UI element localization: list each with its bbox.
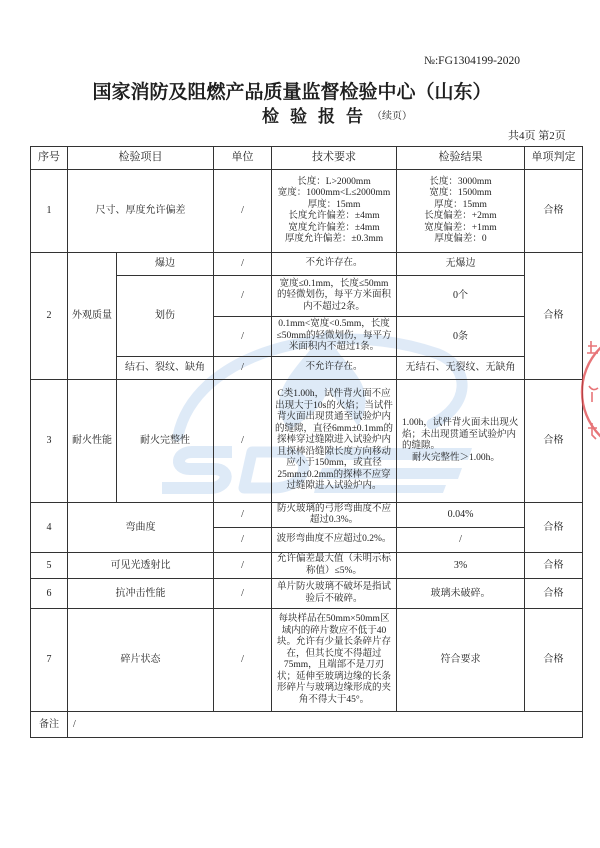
row-7-verdict: 合格	[525, 609, 583, 712]
row-1-unit: /	[214, 170, 272, 253]
row-2-check-2-result: 0个	[397, 276, 525, 317]
row-2-subitem-stone-crack: 结石、裂纹、缺角	[117, 357, 214, 380]
row-3-result	[397, 380, 525, 503]
row-4-verdict: 合格	[525, 503, 583, 553]
row-6-verdict: 合格	[525, 579, 583, 609]
row-4-check-2-unit: /	[214, 528, 272, 553]
result-line: 宽度：1500mm	[429, 188, 492, 198]
row-1-result	[397, 170, 525, 253]
row-4-no: 4	[30, 503, 68, 553]
requirement-line: 宽度：1000mm<L≤2000mm	[277, 188, 391, 198]
row-4-check-1-unit: /	[214, 503, 272, 528]
row-1-verdict: 合格	[525, 170, 583, 253]
col-header-no: 序号	[30, 146, 68, 170]
row-2-check-1-unit: /	[214, 253, 272, 276]
result-line: 厚度偏差：0	[434, 234, 487, 244]
requirement-line: 厚度允许偏差：±0.3mm	[284, 234, 384, 244]
row-2-check-3-unit: /	[214, 317, 272, 357]
row-1-no: 1	[30, 170, 68, 253]
row-7-result: 符合要求	[397, 609, 525, 712]
result-paragraph: 耐火完整性＞1.00h。	[412, 452, 500, 463]
row-2-subitem-scratch: 划伤	[117, 276, 214, 357]
document-title-suffix: （续页）	[372, 111, 412, 122]
report-number: №:FG1304199-2020	[424, 55, 520, 67]
row-6-item: 抗冲击性能	[68, 579, 214, 609]
page-indicator: 共4页 第2页	[508, 130, 566, 142]
row-3-requirement: C类1.00h，试件背火面不应出现大于10s的火焰；当试件背火面出现贯通至试验炉内的缝隙，直径6mm±0.1mm的探棒穿过缝隙进入试验炉内且探棒沿缝隙长度方向移动应小于150mm，或直径25mm±0.2mm的探棒不应穿过缝隙进入试验炉内。	[272, 380, 397, 503]
row-5-no: 5	[30, 553, 68, 579]
document-title: 检验报告	[262, 107, 374, 126]
requirement-line: 长度允许偏差：±4mm	[288, 211, 380, 221]
requirement-line: 宽度允许偏差：±4mm	[288, 222, 380, 233]
row-2-check-2-unit: /	[214, 276, 272, 317]
row-2-verdict: 合格	[525, 253, 583, 380]
result-line: 长度：3000mm	[429, 176, 492, 187]
row-5-unit: /	[214, 553, 272, 579]
row-4-item: 弯曲度	[68, 503, 214, 553]
row-6-requirement: 单片防火玻璃不破坏是指试验后不破碎。	[272, 579, 397, 609]
row-2-check-3-requirement: 0.1mm<宽度<0.5mm，长度≤50mm的轻微划伤，每平方米面积内不超过1条。	[272, 317, 397, 357]
row-1-requirement	[272, 170, 397, 253]
row-3-no: 3	[30, 380, 68, 503]
row-7-item: 碎片状态	[68, 609, 214, 712]
requirement-line: 长度：L>2000mm	[297, 176, 371, 187]
col-header-result: 检验结果	[397, 146, 525, 170]
remarks-value: /	[68, 712, 583, 738]
row-7-requirement: 每块样品在50mm×50mm区域内的碎片数应不低于40块。允许有少量长条碎片存在，但其长度不得超过75mm，且端部不是刀刃状；延伸至玻璃边缘的长条形碎片与玻璃边缘形成的夹角不得大于45°。	[272, 609, 397, 712]
row-5-result: 3%	[397, 553, 525, 579]
result-paragraph: 1.00h，试件背火面未出现火焰；未出现贯通至试验炉内的缝隙。	[402, 418, 519, 451]
row-5-item: 可见光透射比	[68, 553, 214, 579]
row-3-unit: /	[214, 380, 272, 503]
row-6-result: 玻璃未破碎。	[397, 579, 525, 609]
row-2-check-1-result: 无爆边	[397, 253, 525, 276]
col-header-requirement: 技术要求	[272, 146, 397, 170]
row-2-check-4-unit: /	[214, 357, 272, 380]
row-2-subitem-edge-chip: 爆边	[117, 253, 214, 276]
col-header-verdict: 单项判定	[525, 146, 583, 170]
requirement-line: 厚度：15mm	[307, 199, 361, 210]
result-line: 宽度偏差：+1mm	[424, 222, 497, 233]
organization-title: 国家消防及阻燃产品质量监督检验中心（山东）	[92, 82, 492, 103]
row-2-check-4-result: 无结石、无裂纹、无缺角	[397, 357, 525, 380]
row-4-check-1-result: 0.04%	[397, 503, 525, 528]
col-header-item: 检验项目	[68, 146, 214, 170]
row-4-check-2-result: /	[397, 528, 525, 553]
inspection-table	[30, 146, 583, 738]
row-2-check-2-requirement: 宽度≤0.1mm，长度≤50mm的轻微划伤，每平方米面积内不超过2条。	[272, 276, 397, 317]
result-line: 厚度：15mm	[434, 199, 487, 210]
remarks-label: 备注	[30, 712, 68, 738]
row-3-item: 耐火性能	[68, 380, 117, 503]
row-7-no: 7	[30, 609, 68, 712]
row-7-unit: /	[214, 609, 272, 712]
row-4-check-2-requirement: 波形弯曲度不应超过0.2%。	[272, 528, 397, 553]
col-header-unit: 单位	[214, 146, 272, 170]
red-seal-stamp	[578, 328, 600, 456]
row-6-unit: /	[214, 579, 272, 609]
row-5-verdict: 合格	[525, 553, 583, 579]
row-1-item: 尺寸、厚度允许偏差	[68, 170, 214, 253]
row-6-no: 6	[30, 579, 68, 609]
row-2-check-4-requirement: 不允许存在。	[272, 357, 397, 380]
row-3-subitem: 耐火完整性	[117, 380, 214, 503]
row-2-item: 外观质量	[68, 253, 117, 380]
row-2-check-1-requirement: 不允许存在。	[272, 253, 397, 276]
result-line: 长度偏差：+2mm	[424, 211, 497, 221]
row-5-requirement: 允许偏差最大值（未明示标称值）≤5%。	[272, 553, 397, 579]
row-2-no: 2	[30, 253, 68, 380]
row-4-check-1-requirement: 防火玻璃的弓形弯曲度不应超过0.3%。	[272, 503, 397, 528]
row-2-check-3-result: 0条	[397, 317, 525, 357]
row-3-verdict: 合格	[525, 380, 583, 503]
